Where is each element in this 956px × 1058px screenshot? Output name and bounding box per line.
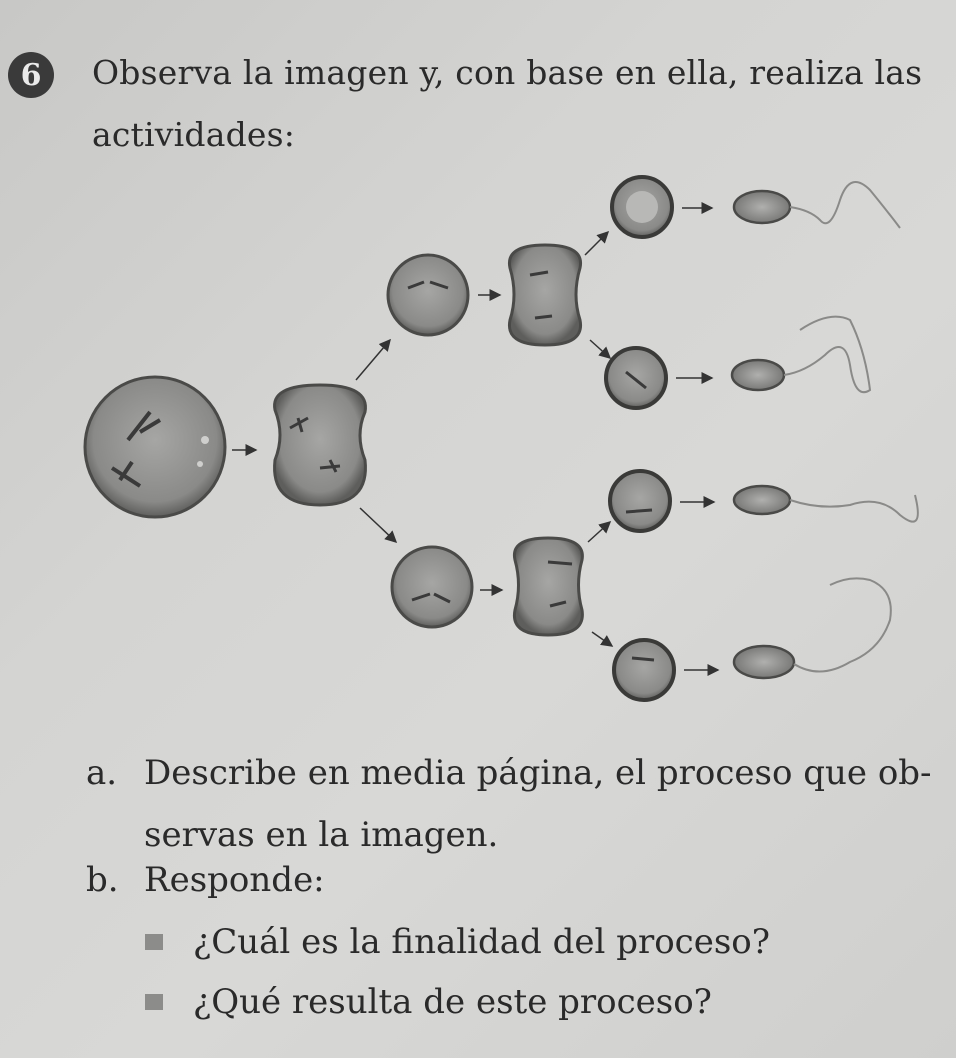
spermatid-2 xyxy=(606,348,666,408)
sperm-cell-3 xyxy=(734,486,918,522)
activity-b xyxy=(86,860,325,900)
arrow xyxy=(356,340,390,380)
exercise-number-badge: 6 xyxy=(8,52,54,98)
dividing-cell-2-bottom xyxy=(514,538,582,635)
activity-b-label: b. xyxy=(86,860,119,900)
instruction-line-1: Observa la imagen y, con base en ella, realiza las xyxy=(92,53,923,92)
arrow xyxy=(590,340,610,358)
spermatid-4 xyxy=(614,640,674,700)
spermatogenesis-diagram xyxy=(0,150,956,710)
question-1 xyxy=(145,922,770,962)
sperm-cell-2 xyxy=(732,317,870,393)
arrow xyxy=(588,522,610,542)
sperm-cell-1 xyxy=(734,182,900,228)
activity-b-text: Responde: xyxy=(144,860,325,900)
primary-cell xyxy=(85,377,225,517)
dividing-cell-1 xyxy=(275,385,366,505)
arrow xyxy=(360,508,396,542)
spermatid-1 xyxy=(612,177,672,237)
dividing-cell-2-top xyxy=(509,245,580,345)
sperm-cell-4 xyxy=(734,578,891,678)
instruction-line-2: actividades: xyxy=(92,115,296,154)
spermatid-3 xyxy=(610,471,670,531)
square-bullet-icon xyxy=(145,994,163,1010)
arrow xyxy=(592,632,612,646)
secondary-cell-top xyxy=(388,255,468,335)
arrow xyxy=(585,232,608,255)
activity-a-line-1: Describe en media página, el proceso que ob- xyxy=(144,753,932,793)
activity-a-line-2: servas en la imagen. xyxy=(144,815,499,855)
question-2 xyxy=(145,982,712,1022)
activity-a-label: a. xyxy=(86,753,118,793)
secondary-cell-bottom xyxy=(392,547,472,627)
square-bullet-icon xyxy=(145,934,163,950)
instruction-text xyxy=(92,42,932,166)
activity-a xyxy=(86,742,946,866)
question-1-text: ¿Cuál es la finalidad del proceso? xyxy=(193,922,770,962)
question-2-text: ¿Qué resulta de este proceso? xyxy=(193,982,712,1022)
